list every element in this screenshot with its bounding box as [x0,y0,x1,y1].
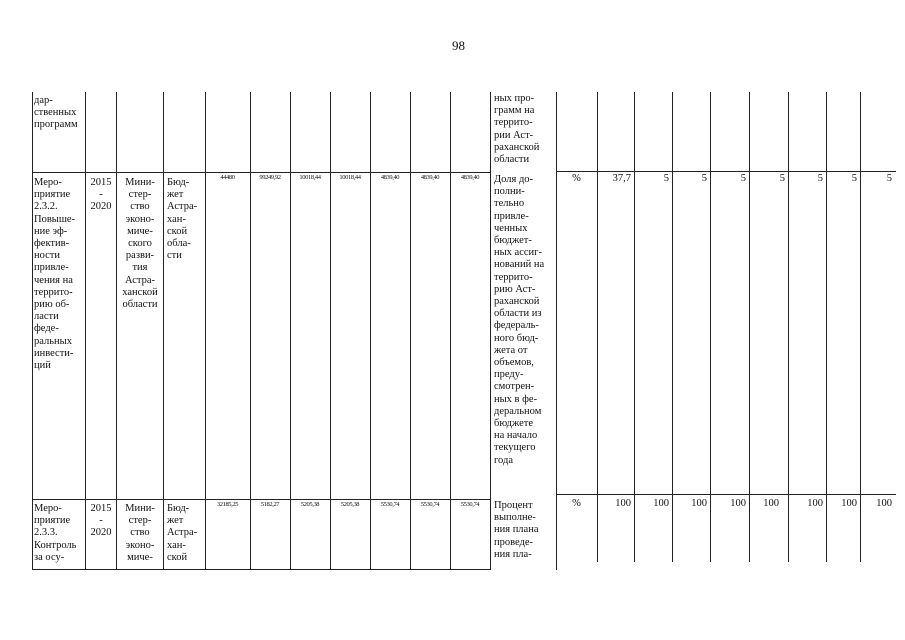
continuation-indicator-cell: ных про- грамм на террито- рии Аст- раханской области [494,93,540,166]
row-232-amount-cell: 10018,44 [339,174,361,181]
row-233-amount-cell: 5530,74 [380,501,400,508]
row-232-amount-cell: 44480 [220,174,235,181]
grid-line [556,171,896,172]
grid-line [32,569,491,570]
grid-line [860,92,861,562]
row-233-indicator-cell: Процент выполне- ния плана проведе- ния пла- [494,500,539,560]
grid-line [749,92,750,562]
grid-line [634,92,635,562]
row-232-period-cell: 2015 - 2020 [90,177,112,213]
row-233-executor-cell: Мини- стер- ство эконо- миче- [125,503,155,563]
grid-line [556,494,896,495]
row-232-indicator-cell: Доля до- полни- тельно привле- ченных бюджет- ных ассиг- нований на террито- рию Аст- раханской области из федераль- ного бюд- жета от объемов, преду- смотрен- ных в фе- деральном бюджете на начало текущего года [494,174,545,466]
row-232-value-cell: 5 [663,173,669,184]
row-233-value-cell: 100 [615,498,631,509]
row-233-amount-cell: 5205,38 [300,501,320,508]
grid-line [32,172,491,173]
row-232-amount-cell: 4839,40 [420,174,440,181]
row-233-amount-cell: 5182,27 [260,501,280,508]
row-233-period-cell: 2015 - 2020 [90,503,112,539]
row-232-value-cell: 5 [851,173,857,184]
page-number: 98 [452,38,465,53]
row-232-source-cell: Бюд- жет Астра- хан- ской обла- сти [167,177,198,262]
grid-line [788,92,789,562]
continuation-name-cell: дар- ственных программ [34,95,78,131]
row-233-value-cell: 100 [653,498,669,509]
row-232-executor-cell: Мини- стер- ство эконо- миче- ского разви- тия Астра- ханской области [122,177,158,311]
row-232-name-cell: Меро- приятие 2.3.2. Повыше- ние эф- фектив- ности привле- чения на террито- рию об- ласти феде- ральных инвести- ций [34,177,76,372]
row-232-value-cell: 5 [886,173,892,184]
row-232-amount-cell: 99249,92 [259,174,281,181]
row-233-amount-cell: 5530,74 [460,501,480,508]
grid-line [597,92,598,562]
row-233-amount-cell: 32185,25 [216,501,239,508]
row-232-value-cell: 37,7 [612,173,631,184]
row-233-value-cell: 100 [841,498,857,509]
row-233-unit-cell: % [572,498,581,509]
grid-line [826,92,827,562]
row-232-amount-cell: 4839,40 [380,174,400,181]
row-233-name-cell: Меро- приятие 2.3.3. Контроль за осу- [34,503,77,563]
row-232-amount-cell: 10018,44 [299,174,321,181]
row-233-value-cell: 100 [730,498,746,509]
row-233-value-cell: 100 [876,498,892,509]
row-233-value-cell: 100 [691,498,707,509]
row-232-value-cell: 5 [740,173,746,184]
row-233-value-cell: 100 [763,498,779,509]
row-232-value-cell: 5 [817,173,823,184]
row-232-value-cell: 5 [779,173,785,184]
grid-line [32,499,491,500]
row-232-value-cell: 5 [701,173,707,184]
row-233-value-cell: 100 [807,498,823,509]
grid-line [710,92,711,562]
row-232-amount-cell: 4839,40 [460,174,480,181]
row-233-source-cell: Бюд- жет Астра- хан- ской [167,503,198,563]
grid-line [672,92,673,562]
row-233-amount-cell: 5530,74 [420,501,440,508]
row-233-amount-cell: 5205,38 [340,501,360,508]
row-232-unit-cell: % [572,173,581,184]
